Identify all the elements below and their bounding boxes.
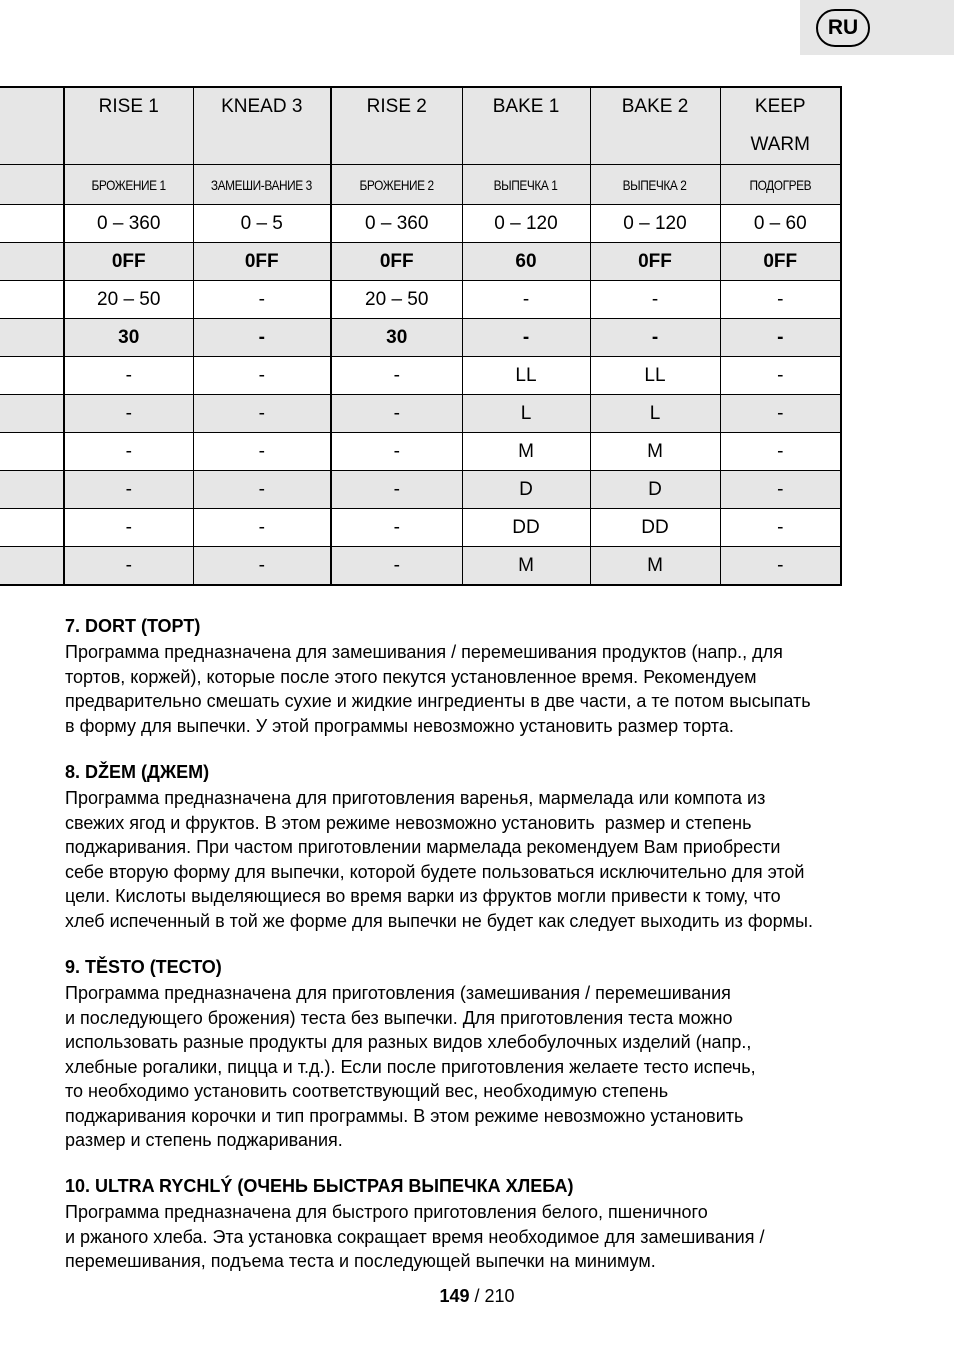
- column-header-ru-text: ПОДОГРЕВ: [749, 176, 812, 193]
- row-label-cell: [0, 243, 64, 281]
- table-cell: -: [193, 433, 331, 471]
- table-cell: -: [590, 281, 720, 319]
- section-line: поджаривания. При частом приготовлении мармелада рекомендуем Вам приобрести: [65, 837, 781, 857]
- section-line: Программа предназначена для приготовления (замешивания / перемешивания: [65, 983, 731, 1003]
- table-cell: 0FF: [590, 243, 720, 281]
- column-header-ru: [331, 165, 462, 205]
- table-header-row-ru: [0, 165, 841, 205]
- table-cell: -: [462, 281, 590, 319]
- table-cell: D: [590, 471, 720, 509]
- table-cell: -: [64, 547, 193, 586]
- table-row: [0, 319, 841, 357]
- section-line: Программа предназначена для замешивания / перемешивания продуктов (напр., для: [65, 642, 783, 662]
- column-header-ru-text: ЗАМЕШИ-ВАНИЕ 3: [211, 176, 313, 193]
- section-title: 10. ULTRA RYCHLÝ (ОЧЕНЬ БЫСТРАЯ ВЫПЕЧКА ХЛЕБА): [65, 1176, 574, 1196]
- row-label-cell: [0, 165, 64, 205]
- column-header: RISE 2: [331, 87, 462, 165]
- table-cell: -: [331, 471, 462, 509]
- table-cell: 30: [331, 319, 462, 357]
- section-line: хлеб испеченный в той же форме для выпечки не будет как следует выходить из формы.: [65, 910, 813, 931]
- table-row: [0, 395, 841, 433]
- table-cell: -: [720, 319, 841, 357]
- section-line: то необходимо установить соответствующий вес, необходимую степень: [65, 1081, 669, 1101]
- table-cell: -: [64, 433, 193, 471]
- section-line: и последующего брожения) теста без выпечки. Для приготовления теста можно: [65, 1007, 733, 1028]
- section-line: Программа предназначена для быстрого приготовления белого, пшеничного: [65, 1202, 708, 1222]
- column-header-ru-text: ВЫПЕЧКА 2: [623, 176, 687, 193]
- table-cell: M: [462, 547, 590, 586]
- table-row: [0, 281, 841, 319]
- table-cell: 20 – 50: [64, 281, 193, 319]
- table-cell: -: [720, 471, 841, 509]
- table-cell: M: [590, 547, 720, 586]
- table-cell: -: [64, 471, 193, 509]
- section-title: 9. TĚSTO (ТЕСТО): [65, 957, 222, 977]
- section-line: перемешивания, подъема теста и последующей выпечки на минимум.: [65, 1251, 656, 1271]
- table-cell: -: [193, 395, 331, 433]
- table-cell: -: [720, 509, 841, 547]
- column-header: BAKE 2: [590, 87, 720, 165]
- section-line: тортов, коржей), которые после этого пекутся установленное время. Рекомендуем: [65, 666, 757, 687]
- table-cell: -: [720, 433, 841, 471]
- column-header-ru: [590, 165, 720, 205]
- table-cell: -: [720, 357, 841, 395]
- table-cell: 0FF: [331, 243, 462, 281]
- section-line: себе вторую форму для выпечки, которой будете пользоваться исключительно для этой: [65, 861, 805, 882]
- table-cell: DD: [462, 509, 590, 547]
- table-cell: 0FF: [193, 243, 331, 281]
- row-label-cell: [0, 395, 64, 433]
- table-cell: -: [64, 357, 193, 395]
- table-row: [0, 357, 841, 395]
- table-cell: 60: [462, 243, 590, 281]
- total-pages: / 210: [469, 1286, 515, 1306]
- section-body: [65, 1200, 895, 1274]
- table-row: [0, 433, 841, 471]
- current-page: 149: [439, 1286, 470, 1306]
- table-cell: -: [64, 395, 193, 433]
- column-header: KEEP WARM: [720, 87, 841, 165]
- table-cell: 0FF: [720, 243, 841, 281]
- table-cell: -: [720, 547, 841, 586]
- table-cell: -: [193, 281, 331, 319]
- table-cell: -: [193, 471, 331, 509]
- table-cell: L: [590, 395, 720, 433]
- table-cell: 20 – 50: [331, 281, 462, 319]
- row-label-cell: [0, 319, 64, 357]
- table-cell: -: [331, 547, 462, 586]
- table-cell: 0 – 120: [590, 205, 720, 243]
- table-cell: -: [193, 357, 331, 395]
- column-header-ru-text: БРОЖЕНИЕ 2: [359, 176, 434, 193]
- section-body: [65, 640, 895, 738]
- column-header-ru: [64, 165, 193, 205]
- table-cell: -: [64, 509, 193, 547]
- section-body: [65, 981, 895, 1153]
- row-label-cell: [0, 471, 64, 509]
- column-header: RISE 1: [64, 87, 193, 165]
- column-header-ru-text: БРОЖЕНИЕ 1: [91, 176, 166, 193]
- section-body: [65, 786, 895, 933]
- row-label-cell: [0, 357, 64, 395]
- row-label-cell: [0, 87, 64, 165]
- table-row: [0, 243, 841, 281]
- section-line: поджаривания корочки и тип программы. В этом режиме невозможно установить: [65, 1105, 744, 1126]
- section-line: цели. Кислоты выделяющиеся во время варки из фруктов могли привести к тому, что: [65, 886, 781, 906]
- program-table: [0, 86, 842, 586]
- section-line: и ржаного хлеба. Эта установка сокращает время необходимое для замешивания /: [65, 1226, 765, 1247]
- table-row: [0, 205, 841, 243]
- language-badge: RU: [816, 9, 870, 47]
- row-label-cell: [0, 433, 64, 471]
- table-cell: -: [720, 395, 841, 433]
- section-title: 8. DŽEM (ДЖЕМ): [65, 762, 210, 782]
- row-label-cell: [0, 205, 64, 243]
- table-cell: -: [331, 395, 462, 433]
- table-cell: M: [462, 433, 590, 471]
- table-cell: 0 – 360: [64, 205, 193, 243]
- table-row: [0, 471, 841, 509]
- column-header-ru: [720, 165, 841, 205]
- section-line: предварительно смешать сухие и жидкие ингредиенты в две части, а те потом высыпать: [65, 691, 811, 711]
- table-cell: 0FF: [64, 243, 193, 281]
- table-cell: 0 – 60: [720, 205, 841, 243]
- row-label-cell: [0, 547, 64, 586]
- table-cell: -: [331, 509, 462, 547]
- table-cell: D: [462, 471, 590, 509]
- section-line: Программа предназначена для приготовления варенья, мармелада или компота из: [65, 788, 766, 808]
- column-header: BAKE 1: [462, 87, 590, 165]
- section-line: размер и степень поджаривания.: [65, 1130, 343, 1150]
- table-cell: -: [331, 357, 462, 395]
- table-cell: -: [193, 319, 331, 357]
- table-cell: LL: [462, 357, 590, 395]
- table-cell: 30: [64, 319, 193, 357]
- table-cell: -: [193, 509, 331, 547]
- table-cell: M: [590, 433, 720, 471]
- row-label-cell: [0, 281, 64, 319]
- table-row: [0, 509, 841, 547]
- column-header-ru-text: ВЫПЕЧКА 1: [494, 176, 558, 193]
- column-header-ru: [462, 165, 590, 205]
- table-cell: L: [462, 395, 590, 433]
- section-line: в форму для выпечки. У этой программы невозможно установить размер торта.: [65, 715, 734, 736]
- page-number: [0, 1286, 954, 1307]
- table-cell: -: [331, 433, 462, 471]
- column-header-ru: [193, 165, 331, 205]
- column-header: KNEAD 3: [193, 87, 331, 165]
- row-label-cell: [0, 509, 64, 547]
- table-cell: -: [720, 281, 841, 319]
- table-cell: LL: [590, 357, 720, 395]
- table-row: [0, 547, 841, 586]
- table-cell: 0 – 5: [193, 205, 331, 243]
- table-cell: -: [462, 319, 590, 357]
- table-cell: -: [193, 547, 331, 586]
- table-cell: 0 – 120: [462, 205, 590, 243]
- section-line: свежих ягод и фруктов. В этом режиме невозможно установить размер и степень: [65, 812, 752, 833]
- section-line: использовать разные продукты для разных видов хлебобулочных изделий (напр.,: [65, 1032, 752, 1052]
- table-cell: DD: [590, 509, 720, 547]
- table-header-row: [0, 87, 841, 165]
- section-line: хлебные рогалики, пицца и т.д.). Если после приготовления желаете тесто испечь,: [65, 1056, 756, 1077]
- table-cell: -: [590, 319, 720, 357]
- table-cell: 0 – 360: [331, 205, 462, 243]
- language-tab: [800, 0, 954, 55]
- section-title: 7. DORT (ТОРТ): [65, 616, 201, 636]
